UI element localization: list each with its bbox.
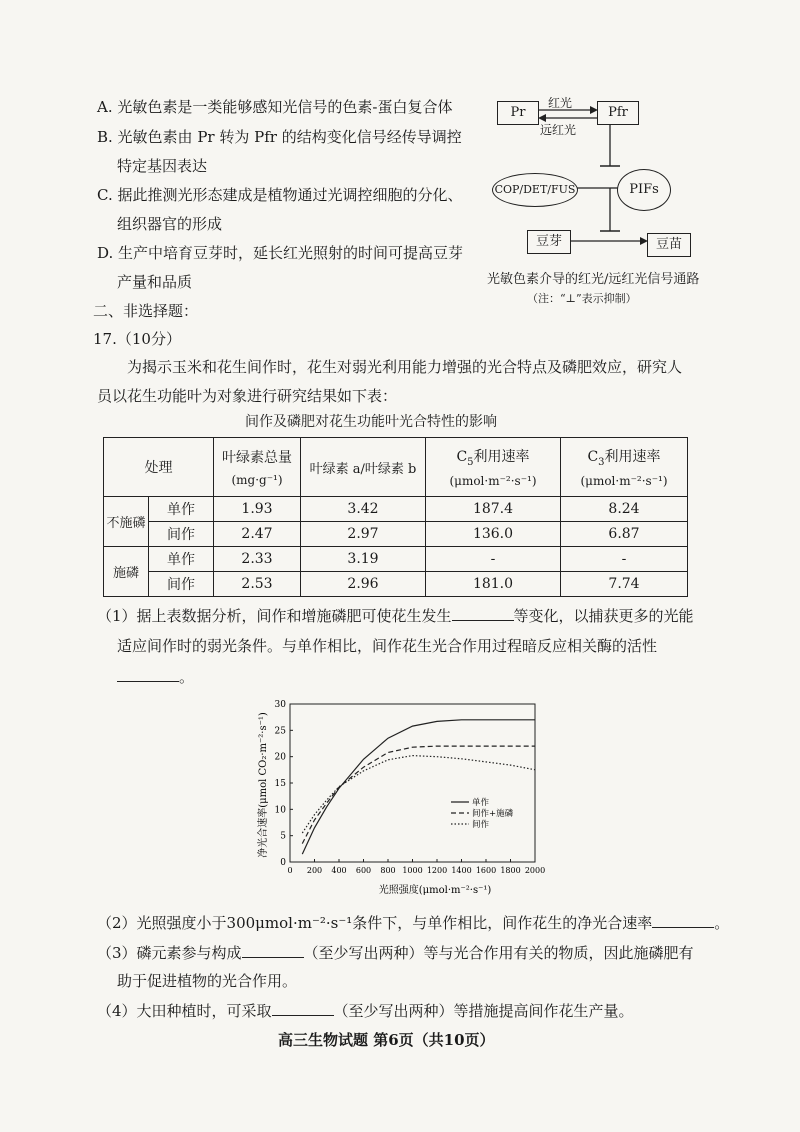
chart-frame [290,704,535,862]
group-no-phosphorus: 不施磷 [104,497,149,547]
x-tick-label: 200 [306,866,323,875]
pfr-box: Pfr [597,101,639,125]
answer-blank-1[interactable] [452,606,514,621]
seedling-box: 豆苗 [647,233,691,257]
header-chl-total [214,438,301,497]
photosynthesis-chart [255,690,555,900]
series-line-1 [302,720,535,854]
table-title: 间作及磷肥对花生功能叶光合特性的影响 [245,414,497,430]
option-b-cont: 特定基因表达 [117,157,208,175]
x-tick-label: 2000 [524,866,546,875]
q3-text-a: （3）磷元素参与构成 [97,944,242,962]
q3-text-b: （至少写出两种）等与光合作用有关的物质，因此施磷肥有 [303,944,694,962]
header-c5-unit: (μmol·m⁻²·s⁻¹) [449,473,537,488]
cell-c5: 187.4 [426,497,561,522]
red-light-label: 红光 [548,96,573,110]
option-d: D. 生产中培育豆芽时，延长红光照射的时间可提高豆芽 [97,244,464,262]
answer-blank-3[interactable] [652,913,714,928]
cell-c3: 6.87 [561,522,688,547]
chart-axes [275,700,546,875]
answer-blank-2[interactable] [117,667,179,682]
cell-chl: 2.33 [214,547,301,572]
cell-c5: 136.0 [426,522,561,547]
q1-line3 [117,666,194,687]
c5-subscript: 5 [467,456,474,468]
q4-text-b: （至少写出两种）等措施提高间作花生产量。 [333,1002,634,1020]
q17-number: 17.（10分） [93,330,181,348]
q1-text-a: （1）据上表数据分析，间作和增施磷肥可使花生发生 [97,607,452,625]
y-tick-label: 20 [274,752,286,763]
legend-label: 间作+施磷 [472,809,514,819]
x-tick-label: 1000 [402,866,423,875]
x-tick-label: 400 [331,866,347,875]
cell-ratio: 2.97 [301,522,426,547]
cell-c5: - [426,547,561,572]
header-chl-total-unit: (mg·g⁻¹) [231,473,283,487]
x-tick-label: 0 [287,866,293,875]
chart-xlabel: 光照强度(μmol·m⁻²·s⁻¹) [378,885,492,896]
q2-text: （2）光照强度小于300μmol·m⁻²·s⁻¹条件下，与单作相比，间作花生的净光合速率 [97,914,653,932]
c3-subscript: 3 [598,456,605,468]
q1-line2: 适应间作时的弱光条件。与单作相比，间作花生光合作用过程暗反应相关酶的活性 [117,637,658,655]
c3-symbol: C [587,449,599,466]
cell-chl: 2.53 [214,572,301,597]
y-tick-label: 10 [274,805,286,816]
chart-legend [451,797,514,830]
q3-line1 [97,942,694,963]
table-row [104,497,688,522]
cell-ratio: 2.96 [301,572,426,597]
cell-chl: 1.93 [214,497,301,522]
pifs-ellipse: PIFs [617,169,671,211]
legend-label: 间作 [472,820,490,830]
answer-blank-4[interactable] [242,943,304,958]
page-footer: 高三生物试题 第6页（共10页） [278,1031,495,1049]
c5-symbol: C [456,449,468,466]
q4-text-a: （4）大田种植时，可采取 [97,1002,272,1020]
x-tick-label: 1800 [500,866,521,875]
option-d-cont: 产量和品质 [117,273,193,291]
q17-intro-line2: 员以花生功能叶为对象进行研究结果如下表： [97,387,398,405]
chart-series [302,720,535,854]
table-row [104,522,688,547]
y-tick-label: 0 [280,858,286,868]
section-title: 二、非选择题： [93,302,199,320]
header-c3-unit: (μmol·m⁻²·s⁻¹) [580,473,668,488]
chart-ylabel: 净光合速率(μmol CO₂·m⁻²·s⁻¹) [258,712,269,858]
header-treatment: 处理 [104,438,214,497]
q1-text-b: 等变化，以捕获更多的光能 [513,607,694,625]
option-c-cont: 组织器官的形成 [117,215,223,233]
series-line-2 [302,746,535,844]
c3-label-text: 利用速率 [604,449,661,466]
header-c5-label [426,446,560,468]
c5-label-text: 利用速率 [473,449,530,466]
diagram-caption: 光敏色素介导的红光/远红光信号通路 [487,272,700,287]
y-tick-label: 5 [280,831,286,842]
header-c5 [426,438,561,497]
legend-label: 单作 [472,798,490,808]
table-row [104,547,688,572]
cell-c3: 8.24 [561,497,688,522]
x-tick-label: 800 [380,866,396,875]
q17-intro-line1: 为揭示玉米和花生间作时，花生对弱光利用能力增强的光合特点及磷肥效应，研究人 [127,358,683,376]
cell-mode: 单作 [149,547,214,572]
cop-det-fus-ellipse: COP/DET/FUS [492,173,578,207]
answer-blank-5[interactable] [272,1001,334,1016]
header-chl-total-label: 叶绿素总量 [222,450,292,466]
option-a: A. 光敏色素是一类能够感知光信号的色素-蛋白复合体 [97,98,453,116]
cell-ratio: 3.19 [301,547,426,572]
y-tick-label: 30 [274,700,286,710]
sprout-box: 豆芽 [527,230,571,254]
far-red-light-label: 远红光 [540,123,577,137]
header-c3 [561,438,688,497]
table-row [104,572,688,597]
series-line-3 [302,756,535,833]
x-tick-label: 1400 [451,866,472,875]
group-phosphorus: 施磷 [104,547,149,597]
y-tick-label: 25 [274,726,286,737]
cell-c3: - [561,547,688,572]
option-b: B. 光敏色素由 Pr 转为 Pfr 的结构变化信号经传导调控 [97,128,462,146]
data-table [103,437,688,597]
q1-end: 。 [179,668,195,686]
x-tick-label: 1200 [426,866,448,875]
q2-line [97,912,729,933]
q1-line1 [97,605,694,626]
pr-box: Pr [497,101,539,125]
q2-end: 。 [714,914,730,932]
cell-c3: 7.74 [561,572,688,597]
option-c: C. 据此推测光形态建成是植物通过光调控细胞的分化、 [97,186,463,204]
cell-mode: 单作 [149,497,214,522]
cell-c5: 181.0 [426,572,561,597]
diagram-note: （注：“⊥”表示抑制） [527,292,637,305]
header-c3-label [561,446,687,468]
y-tick-label: 15 [274,779,286,789]
cell-ratio: 3.42 [301,497,426,522]
x-tick-label: 600 [355,866,372,875]
cell-chl: 2.47 [214,522,301,547]
cell-mode: 间作 [149,572,214,597]
q4-line [97,1000,634,1021]
x-tick-label: 1600 [475,866,497,875]
cell-mode: 间作 [149,522,214,547]
header-chl-ratio: 叶绿素 a/叶绿素 b [301,438,426,497]
q3-line2: 助于促进植物的光合作用。 [117,972,298,990]
